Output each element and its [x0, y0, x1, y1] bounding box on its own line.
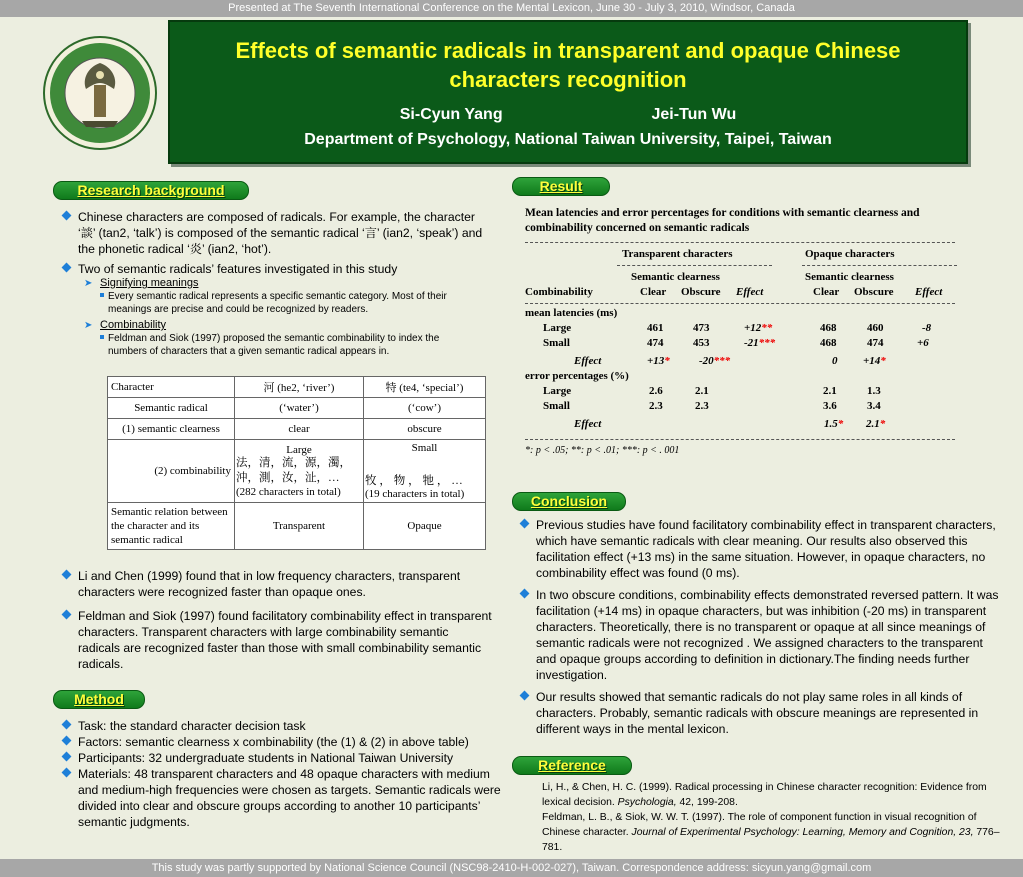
university-seal-logo: [42, 35, 158, 151]
list-item: [62, 261, 492, 277]
cell: +13*: [647, 355, 670, 367]
table-cell: (‘water’): [235, 398, 364, 419]
cell: 474: [647, 337, 664, 349]
cell: 1.3: [867, 385, 881, 397]
table-cell: (‘cow’): [364, 398, 486, 419]
group-dividers: [525, 262, 955, 270]
cell: 468: [820, 337, 837, 349]
square-bullet-icon: [100, 335, 104, 339]
method-item: Participants: 32 undergraduate students in National Taiwan University: [78, 751, 454, 765]
cell: 3.4: [867, 400, 881, 412]
cell: 2.1: [695, 385, 709, 397]
col-clear-t: Clear: [640, 286, 667, 298]
conclusion-heading: Conclusion: [512, 492, 626, 511]
list-item: [520, 689, 1005, 737]
ref2-text: Feldman, L. B., & Siok, W. W. T. (1997). The role of component function in visual recognition of Chinese character.: [542, 812, 977, 838]
divider: [525, 242, 955, 243]
ref1-pages: 42, 199-208.: [679, 797, 738, 808]
department: Department of Psychology, National Taiwan University, Taipei, Taiwan: [304, 131, 832, 148]
table-row: [108, 503, 486, 550]
row-label: Small: [543, 400, 570, 412]
list-item: [62, 718, 514, 734]
table-row: [108, 377, 486, 398]
method-item: Materials: 48 transparent characters and 48 opaque characters with medium and medium-high frequencies were chosen as targets. Semantic radicals were divided into clear and obscure groups according to another 10 participants’ semantic judgments.: [78, 767, 501, 829]
diamond-bullet-icon: [62, 610, 72, 620]
list-item: [62, 568, 492, 600]
result-heading: Result: [512, 177, 610, 196]
ref1-text: Li, H., & Chen, H. C. (1999). Radical processing in Chinese character recognition: Evidence from lexical decision.: [542, 782, 987, 808]
list-item: [62, 750, 514, 766]
background-paragraph-4: Feldman and Siok (1997) found facilitatory combinability effect in transparent characters. Transparent characters with large combinability semantic radicals are recognized faster than those with small combinability semantic radicals.: [78, 609, 492, 671]
row-label: Effect: [574, 418, 602, 430]
cell: 2.6: [649, 385, 663, 397]
reference-heading: Reference: [512, 756, 632, 775]
divider: [525, 439, 955, 440]
table-row: [525, 306, 955, 321]
ref2-pages: 776–781.: [542, 827, 1000, 853]
cell: 2.1: [823, 385, 837, 397]
cell: +14*: [863, 355, 886, 367]
background-paragraph-3: Li and Chen (1999) found that in low frequency characters, transparent characters were recognized faster than opaque ones.: [78, 569, 461, 599]
research-background-heading: Research background: [53, 181, 249, 200]
table-cell: Opaque: [364, 503, 486, 550]
table-cell: clear: [235, 419, 364, 440]
group-opaque: Opaque characters: [805, 248, 895, 260]
table-row: [525, 270, 955, 285]
character-table: [107, 376, 486, 550]
row-label: Large: [543, 322, 572, 334]
diamond-bullet-icon: [62, 736, 72, 746]
divider: [525, 303, 955, 304]
table-row: [525, 399, 955, 414]
table-row: [525, 285, 955, 300]
method-item: Factors: semantic clearness x combinability (the (1) & (2) in above table): [78, 735, 469, 749]
table-row: [525, 384, 955, 399]
table-row: [525, 417, 955, 432]
cell: 474: [867, 337, 884, 349]
table-cell: Semantic relation between the character and its semantic radical: [108, 503, 235, 550]
large-count: (282 characters in total): [236, 486, 341, 498]
diamond-bullet-icon: [520, 691, 530, 701]
top-banner: Presented at The Seventh International Conference on the Mental Lexicon, June 30 - July 3, 2010, Windsor, Canada: [0, 0, 1023, 17]
conclusion-item: Previous studies have found facilitatory combinability effect in transparent characters, which have semantic radicals with clear meaning. Our results also observed this facilitation effect (+13 ms) in the same situation. However, in opaque characters, no combinability effect was found (0 ms).: [536, 518, 996, 580]
reference-item: [542, 780, 1002, 810]
arrow-bullet-icon: ➤: [84, 278, 93, 289]
sub-item-signifying: [62, 277, 492, 290]
table-cell: Transparent: [235, 503, 364, 550]
bottom-banner: This study was partly supported by National Science Council (NSC98-2410-H-002-027), Taiwan. Correspondence address: sicyun.yang@gmail.com: [0, 859, 1023, 877]
method-heading: Method: [53, 690, 145, 709]
list-item: [62, 734, 514, 750]
cell: 460: [867, 322, 884, 334]
col-obscure-t: Obscure: [681, 286, 721, 298]
result-footnote: *: p < .05; **: p < .01; ***: p < . 001: [525, 445, 680, 456]
row-label: Effect: [574, 355, 602, 367]
cell: 453: [693, 337, 710, 349]
cell: 473: [693, 322, 710, 334]
background-paragraph-2: Two of semantic radicals’ features investigated in this study: [78, 262, 398, 276]
row-label: Large: [543, 385, 572, 397]
table-cell: [235, 440, 364, 503]
cell: 2.3: [695, 400, 709, 412]
cell: +6: [917, 337, 929, 349]
combinability-text: Feldman and Siok (1997) proposed the semantic combinability to index the numbers of characters that a given semantic radical appears in.: [108, 333, 440, 357]
group-transparent: Transparent characters: [622, 248, 733, 260]
large-chars: 法，清，流，源，濁，沖，測，汝，沚，…: [236, 457, 351, 484]
table-cell: obscure: [364, 419, 486, 440]
cell: 2.1*: [866, 418, 886, 430]
authors: [170, 106, 966, 124]
table-row: [525, 354, 955, 369]
latency-heading: mean latencies (ms): [525, 307, 618, 319]
error-heading: error percentages (%): [525, 370, 629, 382]
diamond-bullet-icon: [62, 752, 72, 762]
list-item: [62, 209, 492, 257]
background-paragraph-1: Chinese characters are composed of radicals. For example, the character ‘談’ (tan2, ‘talk’) is composed of the semantic radical ‘言’ (ian2, ‘speak’) and the phonetic radical ‘炎’ (ian2, ‘hot’).: [78, 210, 483, 256]
background-findings: [62, 568, 492, 672]
background-section: [62, 209, 492, 358]
combinability-small: Small: [411, 442, 438, 454]
arrow-bullet-icon: ➤: [84, 320, 93, 331]
reference-list: [542, 780, 1002, 855]
col-effect-t: Effect: [736, 286, 764, 298]
diamond-bullet-icon: [62, 720, 72, 730]
conclusion-item: Our results showed that semantic radicals do not play same roles in all kinds of characters. Probably, semantic radicals with obscure meanings are represented in different ways in the mental lexicon.: [536, 690, 979, 736]
cell: -20***: [699, 355, 731, 367]
diamond-bullet-icon: [62, 570, 72, 580]
ref1-journal: Psychologia,: [617, 797, 677, 808]
row-label: Small: [543, 337, 570, 349]
table-cell: (2) combinability: [108, 440, 235, 503]
table-row: [525, 369, 955, 384]
table-row: [108, 419, 486, 440]
small-chars: 牧 ， 物 ， 牠 ， …: [365, 475, 463, 487]
conclusion-item: In two obscure conditions, combinability effects demonstrated reversed pattern. It was facilitation (+14 ms) in opaque characters, but was inhibition (-20 ms) in transparent characters. Theoretically, there is no transparent or opaque at all since meanings of semantic radicals were not recognized . We assigned characters to the transparent and opaque groups according to definition in dictionary.The finding needs further investigation.: [536, 588, 999, 682]
table-row: [525, 336, 955, 351]
cell: 3.6: [823, 400, 837, 412]
diamond-bullet-icon: [62, 263, 72, 273]
result-caption: Mean latencies and error percentages for conditions with semantic clearness and combinability concerned on semantic radicals: [525, 207, 920, 234]
poster-header: [168, 20, 968, 164]
author-2: Jei-Tun Wu: [651, 106, 737, 123]
author-1: Si-Cyun Yang: [399, 106, 503, 123]
reference-item: [542, 810, 1002, 855]
method-section: [62, 718, 514, 830]
cell: 468: [820, 322, 837, 334]
method-item: Task: the standard character decision task: [78, 719, 306, 733]
list-item: [520, 587, 1005, 683]
small-count: (19 characters in total): [365, 488, 465, 500]
table-row: [525, 247, 955, 262]
poster-title: Effects of semantic radicals in transparent and opaque Chinese characters recognition: [235, 38, 901, 92]
signifying-text: Every semantic radical represents a specific semantic category. Most of their meanings are precise and could be recognized by readers.: [108, 291, 447, 315]
diamond-bullet-icon: [520, 519, 530, 529]
ref2-journal: Journal of Experimental Psychology: Learning, Memory and Cognition, 23,: [631, 827, 974, 838]
result-table: [525, 206, 955, 456]
cell: 0: [832, 355, 838, 367]
diamond-bullet-icon: [62, 211, 72, 221]
list-item: [520, 517, 1005, 581]
cell: 1.5*: [824, 418, 844, 430]
table-cell: 特 (te4, ‘special’): [364, 377, 486, 398]
table-cell: (1) semantic clearness: [108, 419, 235, 440]
cell: +12**: [744, 322, 773, 334]
semantic-clearness-o: Semantic clearness: [805, 271, 894, 283]
col-clear-o: Clear: [813, 286, 840, 298]
diamond-bullet-icon: [62, 768, 72, 778]
table-cell: 河 (he2, ‘river’): [235, 377, 364, 398]
sub-text-combinability: [62, 332, 478, 358]
conclusion-section: [520, 517, 1005, 737]
combinability-header: Combinability: [525, 286, 593, 298]
combinability-large: Large: [286, 444, 312, 456]
col-obscure-o: Obscure: [854, 286, 894, 298]
diamond-bullet-icon: [520, 589, 530, 599]
table-row: [108, 398, 486, 419]
semantic-clearness-t: Semantic clearness: [631, 271, 720, 283]
sub-text-signifying: [62, 290, 478, 316]
cell: -8: [922, 322, 932, 334]
table-row: [108, 440, 486, 503]
list-item: [62, 766, 503, 830]
col-effect-o: Effect: [915, 286, 943, 298]
table-row: [525, 321, 955, 336]
square-bullet-icon: [100, 293, 104, 297]
cell: 2.3: [649, 400, 663, 412]
sub-item-combinability: [62, 319, 492, 332]
sub-heading-combinability: Combinability: [100, 319, 167, 331]
table-cell: [364, 440, 486, 503]
table-cell: Character: [108, 377, 235, 398]
cell: -21***: [744, 337, 776, 349]
sub-heading-signifying: Signifying meanings: [100, 277, 199, 289]
list-item: [62, 608, 492, 672]
cell: 461: [647, 322, 664, 334]
table-cell: Semantic radical: [108, 398, 235, 419]
